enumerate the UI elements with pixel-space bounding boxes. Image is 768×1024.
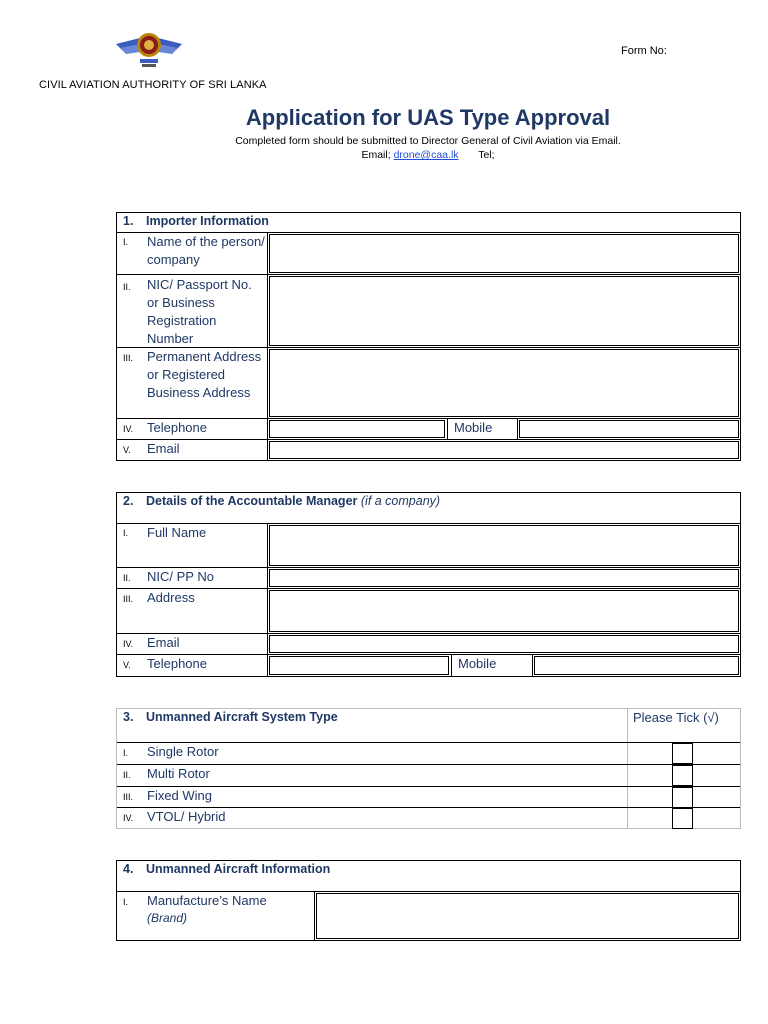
table-row [117, 633, 740, 654]
section-header: 2. Details of the Accountable Manager (if a company) [123, 494, 441, 508]
row-number: I. [123, 897, 129, 907]
vtol-hybrid-checkbox[interactable] [672, 808, 693, 829]
page-subtitle: Completed form should be submitted to Director General of Civil Aviation via Email. [235, 135, 621, 147]
row-number: IV. [123, 813, 134, 823]
tick-column-header: Please Tick (√) [633, 710, 719, 725]
row-label: Telephone [147, 420, 207, 435]
table-row [117, 742, 740, 764]
table-row [117, 891, 740, 940]
section-header-row [117, 861, 740, 891]
name-input[interactable] [269, 234, 739, 273]
row-number: V. [123, 660, 131, 670]
row-label: VTOL/ Hybrid [147, 809, 226, 824]
row-number: I. [123, 237, 129, 247]
row-number: III. [123, 792, 134, 802]
page-title: Application for UAS Type Approval [245, 105, 611, 130]
section-note: (if a company) [360, 494, 441, 508]
mobile-label: Mobile [454, 420, 493, 435]
section-accountable-manager [116, 492, 741, 677]
section-importer-information [116, 212, 741, 461]
manager-email-input[interactable] [269, 635, 739, 653]
row-label: Email [147, 441, 180, 456]
row-number: III. [123, 594, 134, 604]
section-header-row [117, 213, 740, 232]
manager-address-input[interactable] [269, 590, 739, 632]
mobile-label: Mobile [458, 656, 497, 671]
table-row [117, 274, 740, 347]
table-row [117, 418, 740, 439]
section-header: 1. Importer Information [123, 214, 269, 228]
table-row [117, 567, 740, 588]
section-header-row [117, 493, 740, 523]
table-row [117, 764, 740, 786]
table-row [117, 523, 740, 567]
fixed-wing-checkbox[interactable] [672, 787, 693, 808]
row-number: III. [123, 353, 134, 363]
email-link[interactable]: drone@caa.lk [393, 149, 459, 161]
manager-telephone-input[interactable] [269, 656, 449, 675]
section-header-row [117, 709, 740, 742]
row-label: Fixed Wing [147, 788, 213, 803]
telephone-input[interactable] [269, 420, 445, 438]
row-number: II. [123, 282, 131, 292]
table-row [117, 232, 740, 274]
row-number: V. [123, 445, 131, 455]
row-number: IV. [123, 639, 134, 649]
table-row [117, 807, 740, 828]
mobile-input[interactable] [519, 420, 739, 438]
row-label: Manufacture’s Name [147, 893, 267, 908]
row-label: Full Name [147, 525, 207, 540]
manager-mobile-input[interactable] [534, 656, 739, 675]
section-header: 3. Unmanned Aircraft System Type [123, 710, 338, 724]
row-label: Address [147, 590, 195, 605]
row-number: I. [123, 748, 129, 758]
row-label: Telephone [147, 656, 207, 671]
authority-name: CIVIL AVIATION AUTHORITY OF SRI LANKA [39, 79, 267, 91]
table-row [117, 439, 740, 460]
single-rotor-checkbox[interactable] [672, 743, 693, 764]
form-number-label: Form No: [621, 45, 667, 57]
row-label: Permanent Address or Registered Business Address [147, 349, 262, 400]
table-row [117, 786, 740, 807]
caa-logo [114, 26, 184, 72]
row-sublabel: (Brand) [147, 911, 188, 925]
address-input[interactable] [269, 349, 739, 417]
row-label: Name of the person/ company [147, 234, 265, 267]
table-row [117, 654, 740, 676]
row-label: Multi Rotor [147, 766, 210, 781]
multi-rotor-checkbox[interactable] [672, 765, 693, 786]
row-label: Email [147, 635, 180, 650]
tel-label: Tel; [478, 149, 495, 161]
section-aircraft-information [116, 860, 741, 941]
email-input[interactable] [269, 441, 739, 459]
row-label: NIC/ Passport No. or Business Registration Number [147, 277, 252, 346]
row-label: Single Rotor [147, 744, 219, 759]
row-number: I. [123, 528, 129, 538]
row-label: NIC/ PP No [147, 569, 214, 584]
row-number: II. [123, 770, 131, 780]
manufacturer-name-input[interactable] [316, 893, 739, 939]
table-row [117, 588, 740, 633]
registration-number-input[interactable] [269, 276, 739, 346]
nic-pp-input[interactable] [269, 569, 739, 587]
contact-line [0, 149, 768, 161]
full-name-input[interactable] [269, 525, 739, 566]
row-number: II. [123, 573, 131, 583]
email-label: Email; [361, 149, 391, 161]
table-row [117, 347, 740, 418]
section-uas-type [116, 708, 741, 829]
section-header: 4. Unmanned Aircraft Information [123, 862, 331, 876]
row-number: IV. [123, 424, 134, 434]
